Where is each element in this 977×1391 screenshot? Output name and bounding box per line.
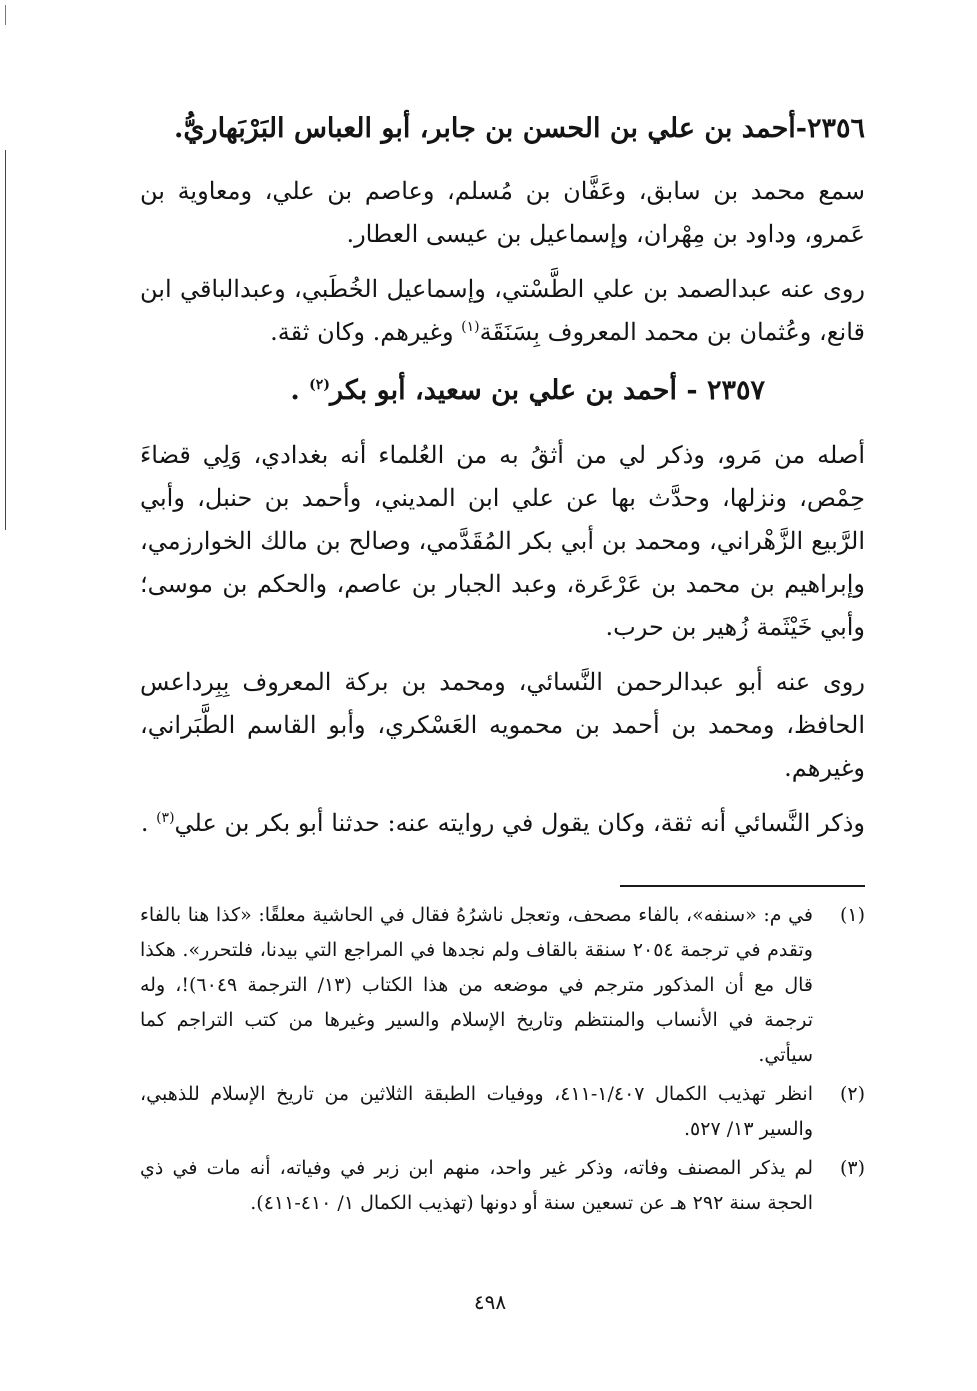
footnote-text: في م: «سنفه»، بالفاء مصحف، وتعجل ناشرُهُ فقال في الحاشية معلقًا: «كذا هنا بالفاء وتقدم في ترجمة ٢٠٥٤ سنقة بالقاف ولم نجدها في المراجع التي بيدنا، فلتحرر». هكذا قال مع أن المذكور مترجم في موضعه من هذا الكتاب (١٣/ الترجمة ٦٠٤٩)!، وله ترجمة في الأنساب والمنتظم وتاريخ الإسلام والسير وغيرها من كتب التراجم كما سيأتي.: [140, 904, 813, 1066]
margin-mark: [5, 5, 6, 25]
main-text: [140, 104, 865, 857]
entry-2357-para3-end: .: [140, 809, 157, 837]
footnote-1: [140, 898, 865, 1073]
entry-2356-para1-text: سمع محمد بن سابق، وعَفَّان بن مُسلم، وعاصم بن علي، ومعاوية بن عَمرو، وداود بن مِهْران، وإسماعيل بن عيسى العطار.: [140, 177, 865, 248]
footnote-number: (٢): [839, 1083, 865, 1105]
footnote-ref-1[interactable]: (١): [461, 319, 480, 335]
entry-2357-title-end: .: [290, 375, 310, 406]
entry-2357-para1-text: أصله من مَرو، وذكر لي من أثقُ به من العُلماء أنه بغدادي، وَلِي قضاءَ حِمْص، ونزلها، وحدَّث بها عن علي ابن المديني، وأحمد بن حنبل، وأبي الرَّبيع الزَّهْراني، ومحمد بن أبي بكر المُقَدَّمي، وصالح بن مالك الخوارزمي، وإبراهيم بن محمد بن عَرْعَرة، وعبد الجبار بن عاصم، والحكم بن موسى؛ وأبي خَيْثَمة زُهير بن حرب.: [140, 441, 865, 641]
entry-2356-title: ٢٣٥٦-أحمد بن علي بن الحسن بن جابر، أبو العباس البَرْبَهاريُّ.: [174, 113, 865, 144]
footnote-separator: [620, 885, 865, 887]
entry-2356-para2-end: وغيرهم. وكان ثقة.: [270, 318, 462, 346]
entry-2357-paragraph: [140, 661, 865, 790]
entry-2356-paragraph: [140, 268, 865, 354]
entry-2357-title-text: ٢٣٥٧ - أحمد بن علي بن سعيد، أبو بكر: [329, 375, 765, 406]
footnote-ref-2[interactable]: (٢): [309, 377, 330, 393]
entry-2356-para2-text: روى عنه عبدالصمد بن علي الطَّسْتي، وإسماعيل الخُطَبي، وعبدالباقي ابن قانع، وعُثمان بن محمد المعروف بِسَنَقَة: [140, 275, 865, 346]
footnote-3: [140, 1151, 865, 1221]
entry-2357-para2-text: روى عنه أبو عبدالرحمن النَّسائي، ومحمد بن بركة المعروف بِبِرداعس الحافظ، ومحمد بن أحمد بن محمويه العَسْكري، وأبو القاسم الطَّبَراني، وغيرهم.: [140, 668, 865, 782]
footnote-number: (٣): [839, 1157, 865, 1179]
footnote-text: لم يذكر المصنف وفاته، وذكر غير واحد، منهم ابن زبر في وفياته، أنه مات في ذي الحجة سنة ٢٩٢ هـ عن تسعين سنة أو دونها (تهذيب الكمال ١/ ٤١٠-٤١١).: [140, 1157, 813, 1214]
entry-2356-paragraph: [140, 170, 865, 256]
entry-2357-title: [140, 366, 865, 416]
page-number: ٤٩٨: [473, 1290, 507, 1314]
footnote-ref-3[interactable]: (٣): [156, 810, 175, 826]
entry-2357-paragraph: [140, 434, 865, 649]
footnote-text: انظر تهذيب الكمال ١/٤٠٧-٤١١، ووفيات الطبقة الثلاثين من تاريخ الإسلام للذهبي، والسير ١٣/ ٥٢٧.: [140, 1083, 814, 1140]
footnote-2: [140, 1077, 865, 1147]
footnotes: [140, 898, 865, 1225]
entry-2357-paragraph: [140, 802, 865, 845]
entry-2357-para3-text: وذكر النَّسائي أنه ثقة، وكان يقول في روايته عنه: حدثنا أبو بكر بن علي: [174, 809, 865, 837]
footnote-number: (١): [839, 904, 865, 926]
margin-mark: [5, 150, 6, 530]
